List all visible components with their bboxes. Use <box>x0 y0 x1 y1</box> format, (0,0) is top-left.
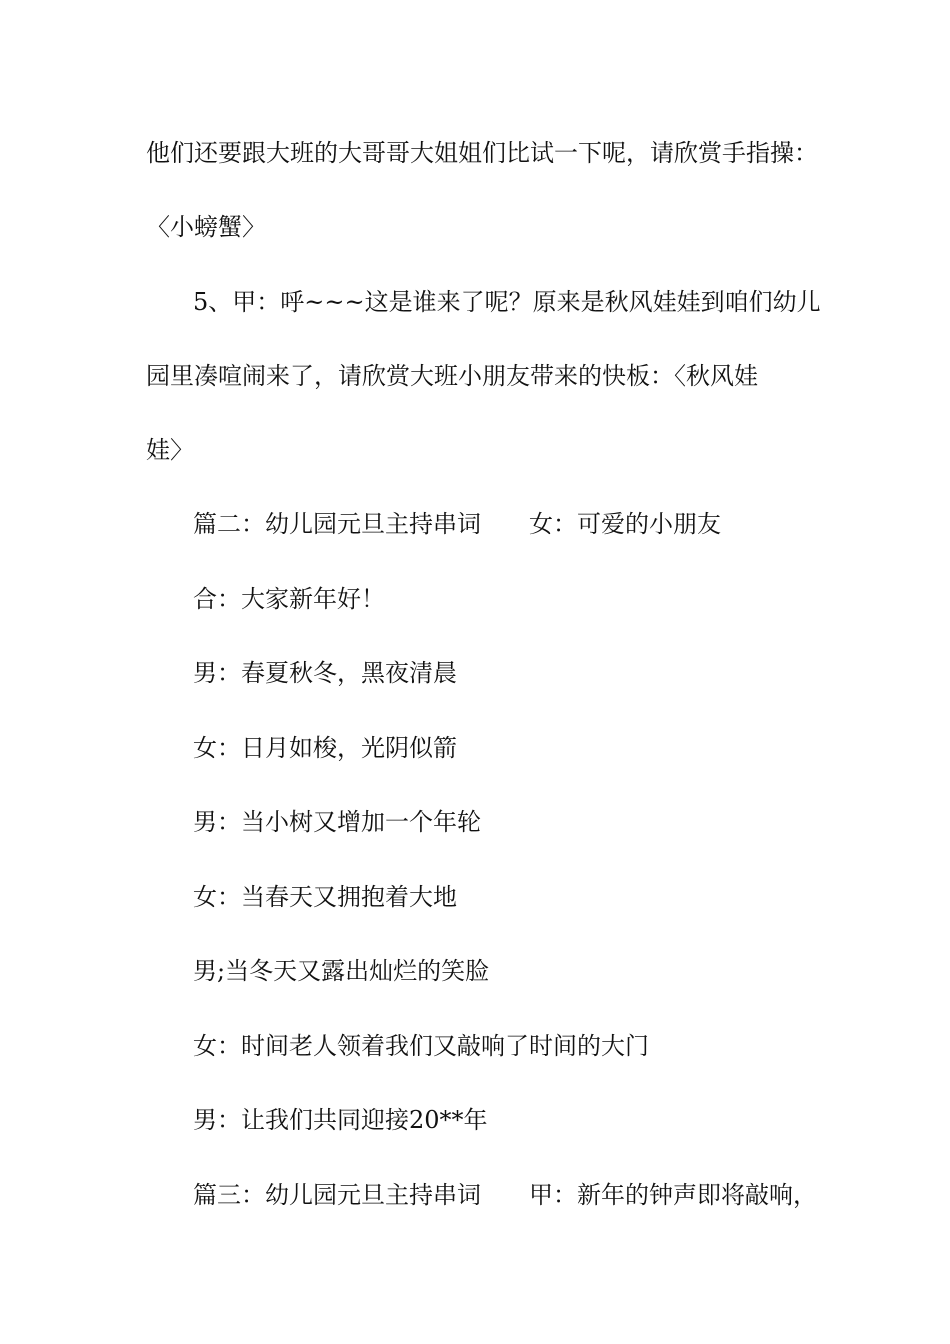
paragraph-line: 他们还要跟大班的大哥哥大姐姐们比试一下呢，请欣赏手指操： <box>146 139 818 167</box>
paragraph-line: 5、甲：呼~~~这是谁来了呢？原来是秋风娃娃到咱们幼儿 <box>193 288 821 316</box>
paragraph-line: 〈小螃蟹〉 <box>146 213 266 241</box>
paragraph-line: 娃〉 <box>146 436 194 464</box>
dialogue-line: 合：大家新年好！ <box>193 585 385 613</box>
dialogue-line: 男：让我们共同迎接20**年 <box>193 1106 488 1134</box>
dialogue-line: 男：当小树又增加一个年轮 <box>193 808 481 836</box>
section-heading-line <box>193 509 721 539</box>
dialogue-line: 女：时间老人领着我们又敲响了时间的大门 <box>193 1032 649 1060</box>
section-title: 篇三：幼儿园元旦主持串词 <box>193 1181 481 1209</box>
dialogue-text: 女：可爱的小朋友 <box>529 510 721 538</box>
section-title: 篇二：幼儿园元旦主持串词 <box>193 510 481 538</box>
dialogue-line: 男;当冬天又露出灿烂的笑脸 <box>193 957 490 985</box>
dialogue-line: 男：春夏秋冬，黑夜清晨 <box>193 659 457 687</box>
paragraph-line: 园里凑喧闹来了，请欣赏大班小朋友带来的快板：〈秋风娃 <box>146 362 758 390</box>
dialogue-line: 女：当春天又拥抱着大地 <box>193 883 457 911</box>
section-heading-line <box>193 1180 817 1210</box>
dialogue-text: 甲：新年的钟声即将敲响， <box>529 1181 817 1209</box>
dialogue-line: 女：日月如梭，光阴似箭 <box>193 734 457 762</box>
